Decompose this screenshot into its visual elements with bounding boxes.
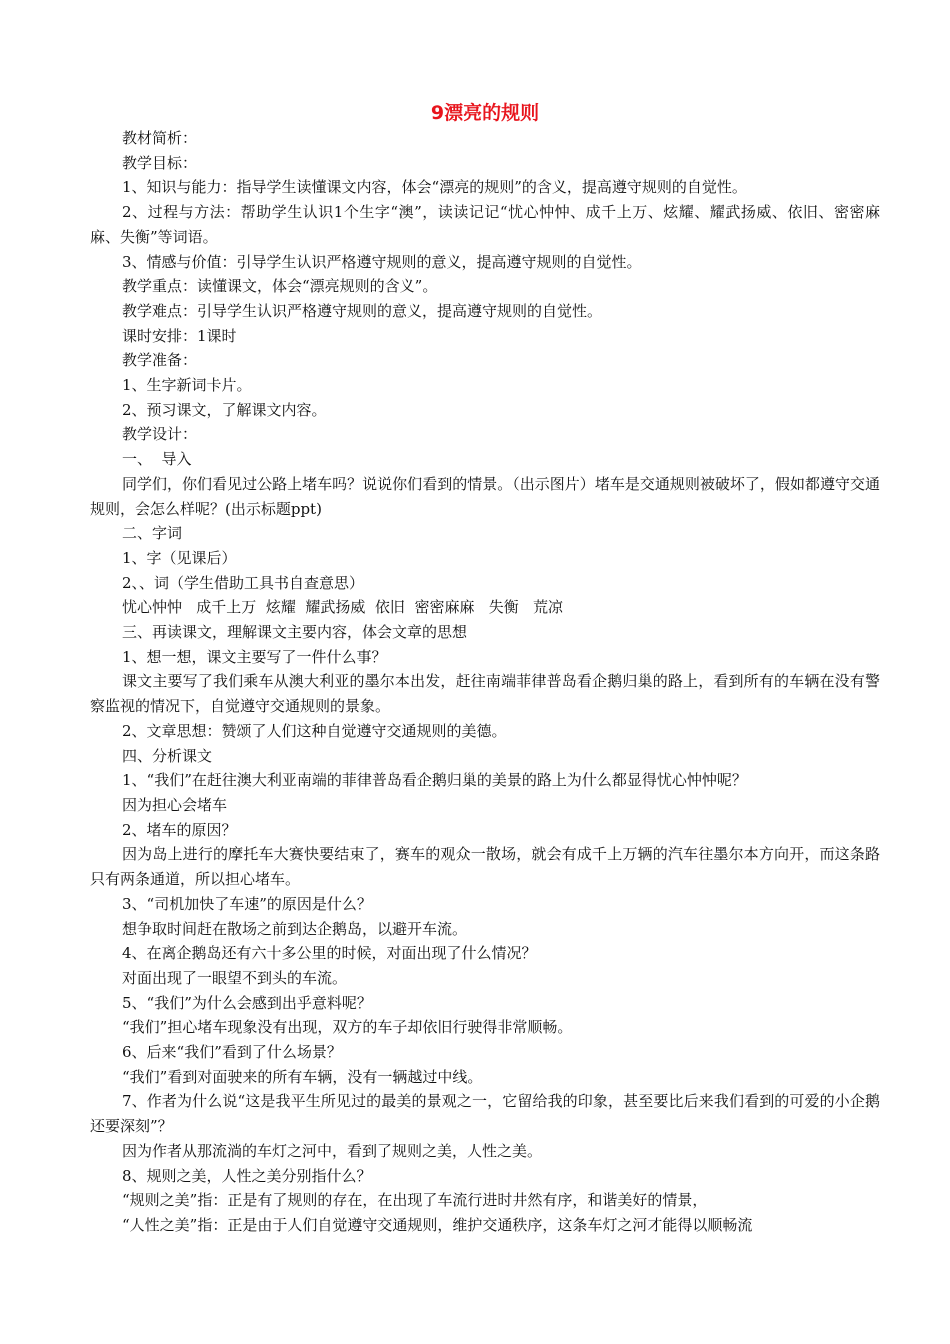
paragraph: 2、堵车的原因？ <box>122 820 237 839</box>
paragraph: 1、生字新词卡片。 <box>122 376 252 395</box>
paragraph: 1、“我们”在赶往澳大利亚南端的菲律普岛看企鹅归巢的美景的路上为什么都显得忧心忡忡呢？ <box>122 771 747 790</box>
paragraph: 教学重点：读懂课文，体会“漂亮规则的含义”。 <box>122 277 438 296</box>
paragraph: 想争取时间赶在散场之前到达企鹅岛，以避开车流。 <box>122 919 468 938</box>
paragraph: 教学目标： <box>122 153 198 172</box>
paragraph: 同学们，你们看见过公路上堵车吗？说说你们看到的情景。（出示图片）堵车是交通规则被破坏了，假如都遵守交通规则，会怎么样呢？(出示标题ppt) <box>90 474 880 518</box>
paragraph: 2、文章思想：赞颂了人们这种自觉遵守交通规则的美德。 <box>122 721 507 740</box>
document-body <box>90 126 880 1238</box>
paragraph: 2、过程与方法：帮助学生认识1个生字“澳”，读读记记“忧心忡忡、成千上万、炫耀、耀武扬威、依旧、密密麻麻、失衡”等词语。 <box>90 203 880 246</box>
paragraph: 教学难点：引导学生认识严格遵守规则的意义，提高遵守规则的自觉性。 <box>122 301 603 320</box>
paragraph: 一、 导入 <box>122 450 192 469</box>
paragraph: 2、、词（学生借助工具书自查意思） <box>122 573 365 592</box>
paragraph: “我们”看到对面驶来的所有车辆，没有一辆越过中线。 <box>122 1067 483 1086</box>
paragraph: 8、规则之美，人性之美分别指什么？ <box>122 1166 372 1185</box>
paragraph: 对面出现了一眼望不到头的车流。 <box>122 968 348 987</box>
paragraph: 教材简析： <box>122 129 198 147</box>
paragraph: 二、字词 <box>122 524 183 543</box>
paragraph: “我们”担心堵车现象没有出现，双方的车子却依旧行驶得非常顺畅。 <box>122 1018 573 1037</box>
paragraph: 因为担心会堵车 <box>122 795 228 814</box>
paragraph: 3、情感与价值：引导学生认识严格遵守规则的意义，提高遵守规则的自觉性。 <box>122 252 642 271</box>
paragraph: 1、想一想，课文主要写了一件什么事？ <box>122 647 387 666</box>
paragraph: 3、“司机加快了车速”的原因是什么？ <box>122 894 372 913</box>
document-title: 9漂亮的规则 <box>430 102 540 124</box>
paragraph: 教学设计： <box>122 425 198 444</box>
paragraph: 2、预习课文，了解课文内容。 <box>122 400 327 419</box>
paragraph: 4、在离企鹅岛还有六十多公里的时候，对面出现了什么情况？ <box>122 944 537 963</box>
paragraph: 6、后来“我们”看到了什么场景？ <box>122 1043 342 1062</box>
paragraph: 课时安排：1课时 <box>122 326 237 345</box>
paragraph: 课文主要写了我们乘车从澳大利亚的墨尔本出发，赶往南端菲律普岛看企鹅归巢的路上，看到所有的车辆在没有警察监视的情况下，自觉遵守交通规则的景象。 <box>90 672 880 716</box>
paragraph: 因为岛上进行的摩托车大赛快要结束了，赛车的观众一散场，就会有成千上万辆的汽车往墨尔本方向开，而这条路只有两条通道，所以担心堵车。 <box>90 845 880 889</box>
paragraph: 教学准备： <box>122 351 198 370</box>
paragraph: 因为作者从那流淌的车灯之河中，看到了规则之美，人性之美。 <box>122 1141 543 1160</box>
paragraph: 7、作者为什么说“这是我平生所见过的最美的景观之一，它留给我的印象，甚至要比后来我们看到的可爱的小企鹅还要深刻”？ <box>90 1092 880 1136</box>
paragraph: 四、分析课文 <box>122 746 213 765</box>
paragraph: 5、“我们”为什么会感到出乎意料呢？ <box>122 993 372 1012</box>
paragraph: 三、再读课文，理解课文主要内容，体会文章的思想 <box>122 623 468 642</box>
paragraph: 1、字（见课后） <box>122 548 237 567</box>
paragraph: “人性之美”指：正是由于人们自觉遵守交通规则，维护交通秩序，这条车灯之河才能得以顺畅流 <box>122 1215 753 1234</box>
paragraph: “规则之美”指：正是有了规则的存在，在出现了车流行进时井然有序，和谐美好的情景， <box>122 1191 708 1210</box>
paragraph: 1、知识与能力：指导学生读懂课文内容，体会“漂亮的规则”的含义，提高遵守规则的自觉性。 <box>122 178 747 197</box>
paragraph: 忧心忡忡 成千上万 炫耀 耀武扬威 依旧 密密麻麻 失衡 荒凉 <box>122 598 564 617</box>
